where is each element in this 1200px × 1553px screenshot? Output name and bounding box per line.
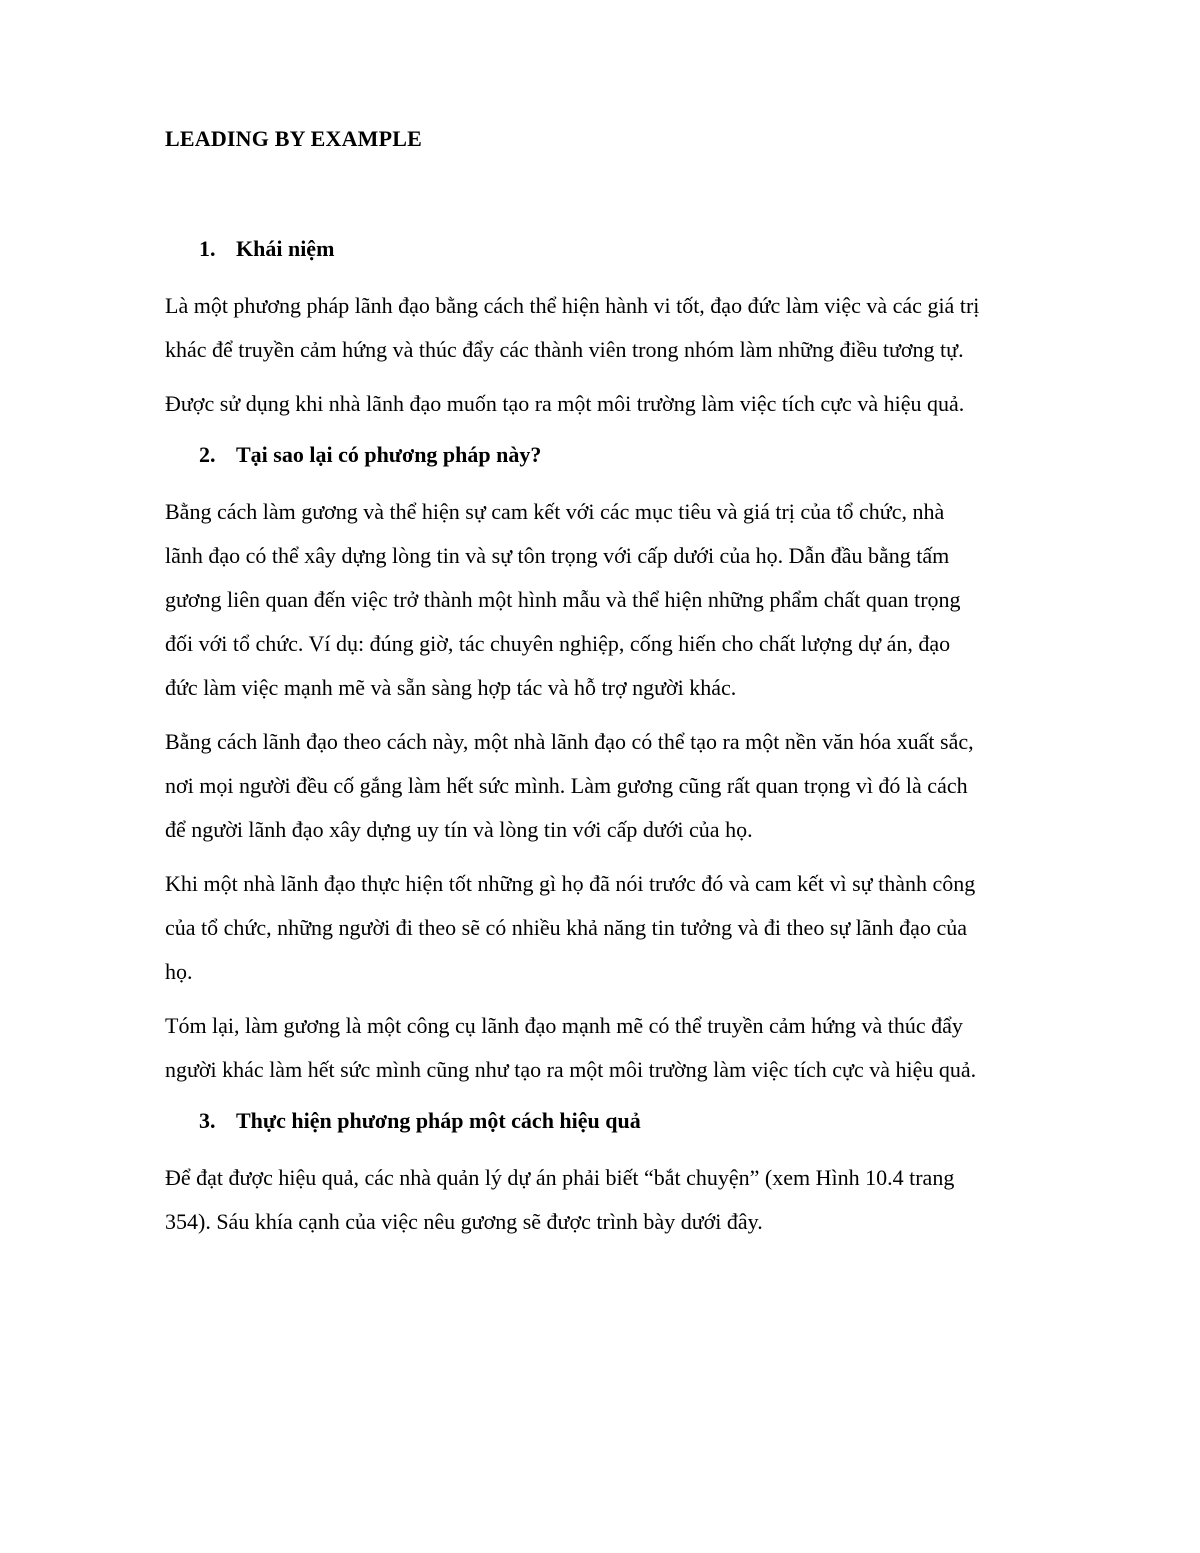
paragraph: Tóm lại, làm gương là một công cụ lãnh đạo mạnh mẽ có thể truyền cảm hứng và thúc đẩy người khác làm hết sức mình cũng như tạo ra một môi trường làm việc tích cực và hiệu quả. bbox=[165, 1013, 977, 1082]
document-body bbox=[165, 122, 1115, 1254]
section-heading-2 bbox=[165, 438, 1115, 472]
section-heading-text: Tại sao lại có phương pháp này? bbox=[236, 442, 542, 467]
section-heading-text: Thực hiện phương pháp một cách hiệu quả bbox=[236, 1108, 641, 1133]
paragraph: Được sử dụng khi nhà lãnh đạo muốn tạo ra một môi trường làm việc tích cực và hiệu quả. bbox=[165, 391, 965, 416]
section-number: 3. bbox=[199, 1108, 216, 1133]
paragraph: Bằng cách lãnh đạo theo cách này, một nhà lãnh đạo có thể tạo ra một nền văn hóa xuất sắc, nơi mọi người đều cố gắng làm hết sức mình. Làm gương cũng rất quan trọng vì đó là cách để người lãnh đạo xây dựng uy tín và lòng tin với cấp dưới của họ. bbox=[165, 729, 974, 842]
paragraph: Là một phương pháp lãnh đạo bằng cách thể hiện hành vi tốt, đạo đức làm việc và các giá trị khác để truyền cảm hứng và thúc đẩy các thành viên trong nhóm làm những điều tương tự. bbox=[165, 293, 980, 362]
section-number: 1. bbox=[199, 236, 216, 261]
paragraph: Để đạt được hiệu quả, các nhà quản lý dự án phải biết “bắt chuyện” (xem Hình 10.4 trang 354). Sáu khía cạnh của việc nêu gương sẽ được trình bày dưới đây. bbox=[165, 1165, 955, 1234]
paragraph: Khi một nhà lãnh đạo thực hiện tốt những gì họ đã nói trước đó và cam kết vì sự thành công của tổ chức, những người đi theo sẽ có nhiều khả năng tin tưởng và đi theo sự lãnh đạo của họ. bbox=[165, 871, 976, 984]
section-heading-1 bbox=[165, 232, 1115, 266]
section-heading-text: Khái niệm bbox=[236, 236, 335, 261]
document-title: LEADING BY EXAMPLE bbox=[165, 126, 423, 151]
paragraph: Bằng cách làm gương và thể hiện sự cam kết với các mục tiêu và giá trị của tổ chức, nhà lãnh đạo có thể xây dựng lòng tin và sự tôn trọng với cấp dưới của họ. Dẫn đầu bằng tấm gương liên quan đến việc trở thành một hình mẫu và thể hiện những phẩm chất quan trọng đối với tổ chức. Ví dụ: đúng giờ, tác chuyên nghiệp, cống hiến cho chất lượng dự án, đạo đức làm việc mạnh mẽ và sẵn sàng hợp tác và hỗ trợ người khác. bbox=[165, 499, 961, 700]
section-heading-3 bbox=[165, 1104, 1115, 1138]
section-number: 2. bbox=[199, 442, 216, 467]
